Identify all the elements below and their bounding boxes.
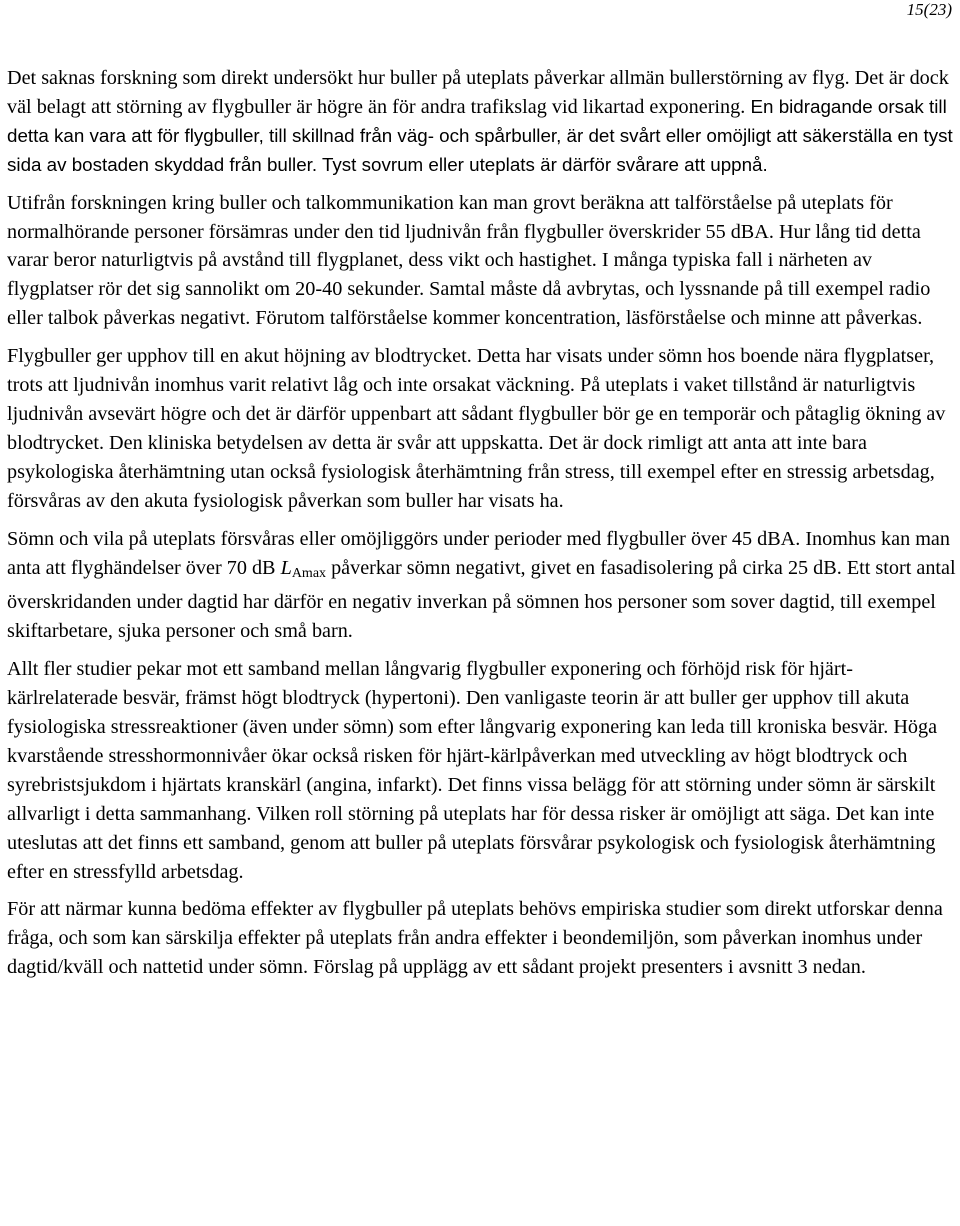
paragraph-1-text-serif: Det saknas forskning som direkt undersökt hur buller på uteplats påverkar allmän bullerstörning av flyg. Det är dock väl belagt att störning av flygbuller är högre än för andra trafikslag vid likartad exponering.: [7, 67, 949, 118]
amax-subscript: Amax: [291, 565, 327, 581]
l-amax-symbol: [281, 557, 326, 579]
l-symbol: L: [280, 556, 292, 579]
paragraph-1-text-sans: En bidragande orsak till detta kan vara att för flygbuller, till skillnad från väg- och spårbuller, är det svårt eller omöjligt att säkerställa en tyst sida av bostaden skyddad från buller. Tyst sovrum eller uteplats är därför svårare att uppnå.: [7, 95, 953, 175]
paragraph-5: Allt fler studier pekar mot ett samband mellan långvarig flygbuller exponering och förhöjd risk för hjärt-kärlrelaterade besvär, främst högt blodtryck (hypertoni). Den vanligaste teorin är att buller ger upphov till akuta fysiologiska stressreaktioner (även under sömn) som efter långvarig exponering kan leda till kroniska besvär. Höga kvarstående stresshormonnivåer ökar också risken för hjärt-kärlpåverkan med utveckling av högt blodtryck och syrebristsjukdom i hjärtats kranskärl (angina, infarkt). Det finns vissa belägg för att störning under sömn är särskilt allvarligt i detta sammanhang. Vilken roll störning på uteplats har för dessa risker är omöjligt att säga. Det kan inte uteslutas att det finns ett samband, genom att buller på uteplats försvårar psykologisk och fysiologisk återhämtning efter en stressfylld arbetsdag.: [7, 658, 938, 883]
paragraph-4-text-after: påverkar sömn negativt, givet en fasadisolering på cirka 25 dB. Ett stort antal överskridanden under dagtid har därför en negativ inverkan på sömnen hos personer som sover dagtid, till exempel skiftarbetare, sjuka personer och små barn.: [7, 556, 956, 643]
paragraph-2: Utifrån forskningen kring buller och talkommunikation kan man grovt beräkna att talförståelse på uteplats för normalhörande personer försämras under den tid ljudnivån från flygbuller överskrider 55 dBA. Hur lång tid detta varar beror naturligtvis på avstånd till flygplanet, dess vikt och hastighet. I många typiska fall i närheten av flygplatser rör det sig sannolikt om 20-40 sekunder. Samtal måste då avbrytas, och lyssnande på till exempel radio eller talbok påverkas negativt. Förutom talförståelse kommer koncentration, läsförståelse och minne att påverkas.: [7, 191, 931, 330]
paragraph-6: För att närmar kunna bedöma effekter av flygbuller på uteplats behövs empiriska studier som direkt utforskar denna fråga, och som kan särskilja effekter på uteplats från andra effekter i beondemiljön, som påverkan inomhus under dagtid/kväll och nattetid under sömn. Förslag på upplägg av ett sådant projekt presenters i avsnitt 3 nedan.: [7, 898, 943, 979]
paragraph-1: [7, 64, 957, 180]
paragraph-4-text-before: Sömn och vila på uteplats försvåras eller omöjliggörs under perioder med flygbuller över 45 dBA. Inomhus kan man anta att flyghändelser över 70 dB: [7, 527, 950, 579]
document-body: [7, 64, 957, 991]
paragraph-3: Flygbuller ger upphov till en akut höjning av blodtrycket. Detta har visats under sömn hos boende nära flygplatser, trots att ljudnivån inomhus varit relativt låg och inte orsakat väckning. På uteplats i vaket tillstånd är naturligtvis ljudnivån avsevärt högre och det är därför uppenbart att sådant flygbuller bör ge en temporär och påtaglig ökning av blodtrycket. Den kliniska betydelsen av detta är svår att uppskatta. Det är dock rimligt att anta att inte bara psykologiska återhämtning utan också fysiologisk återhämtning från stress, till exempel efter en stressig arbetsdag, försvåras av den akuta fysiologisk påverkan som buller har visats ha.: [7, 345, 946, 512]
paragraph-4: [7, 525, 957, 647]
page-number: 15(23): [906, 0, 952, 19]
